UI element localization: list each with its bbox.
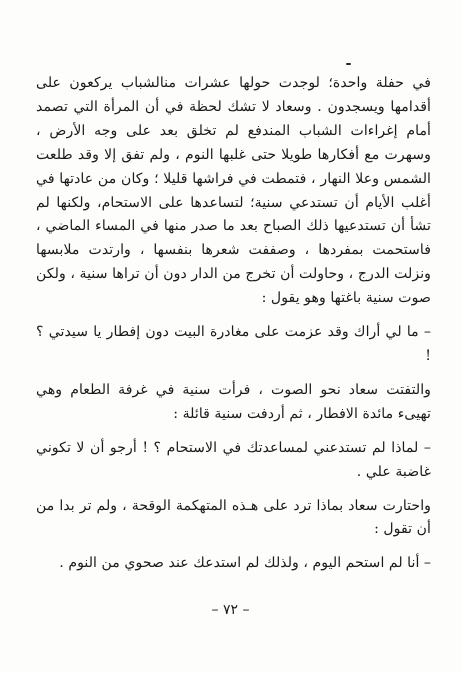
paragraph-2: – ما لي أراك وقد عزمت على مغادرة البيت دون إفطار يا سيدتي ؟ ! (36, 324, 431, 364)
body-text (36, 72, 431, 576)
ink-speck (346, 63, 351, 65)
paragraph-4: – لماذا لم تستدعني لمساعدتك في الاستحام ؟ ! أرجو أن لا تكوني غاضبة علي . (36, 439, 431, 480)
paragraph-6: – أنا لم استحم اليوم ، ولذلك لم استدعك عند صحوي من النوم . (59, 555, 431, 572)
paragraph-3: والتفتت سعاد نحو الصوت ، فرأت سنية في غرفة الطعام وهي تهيىء مائدة الافطار ، ثم أردفت سنية قائلة : (36, 381, 431, 422)
page-number: – ٧٢ – (211, 602, 250, 618)
paragraph-1: في حفلة واحدة؛ لوجدت حولها عشرات منالشباب يركعون على أقدامها ويسجدون . وسعاد لا تشك لحظة في أن المرأة التي تصمد أمام إغراءات الشباب المندفع لم تخلق بعد على وجه الأرض ، وسهرت مع أفكارها طويلا حتى غلبها النوم ، ولم تفق إلا وقد طلعت الشمس وعلا النهار ، فتمطت في فراشها قليلا ؛ وكان من عادتها في أغلب الأيام أن تستدعي سنية؛ لتساعدها على الاستحام، ولكنها لم تشأ أن تستدعيها ذلك الصباح بعد ما صدر منها في المساء الماضي ، فاستحمت بمفردها ، وصففت شعرها بنفسها ، وارتدت ملابسها ونزلت الدرج ، وحاولت أن تخرج من الدار دون أن تراها سنية ، ولكن صوت سنية باغتها وهو يقول : (36, 75, 431, 307)
paragraph-5: واحتارت سعاد بماذا ترد على هـذه المتهكمة الوقحة ، ولم تر بدا من أن تقول : (36, 497, 431, 538)
